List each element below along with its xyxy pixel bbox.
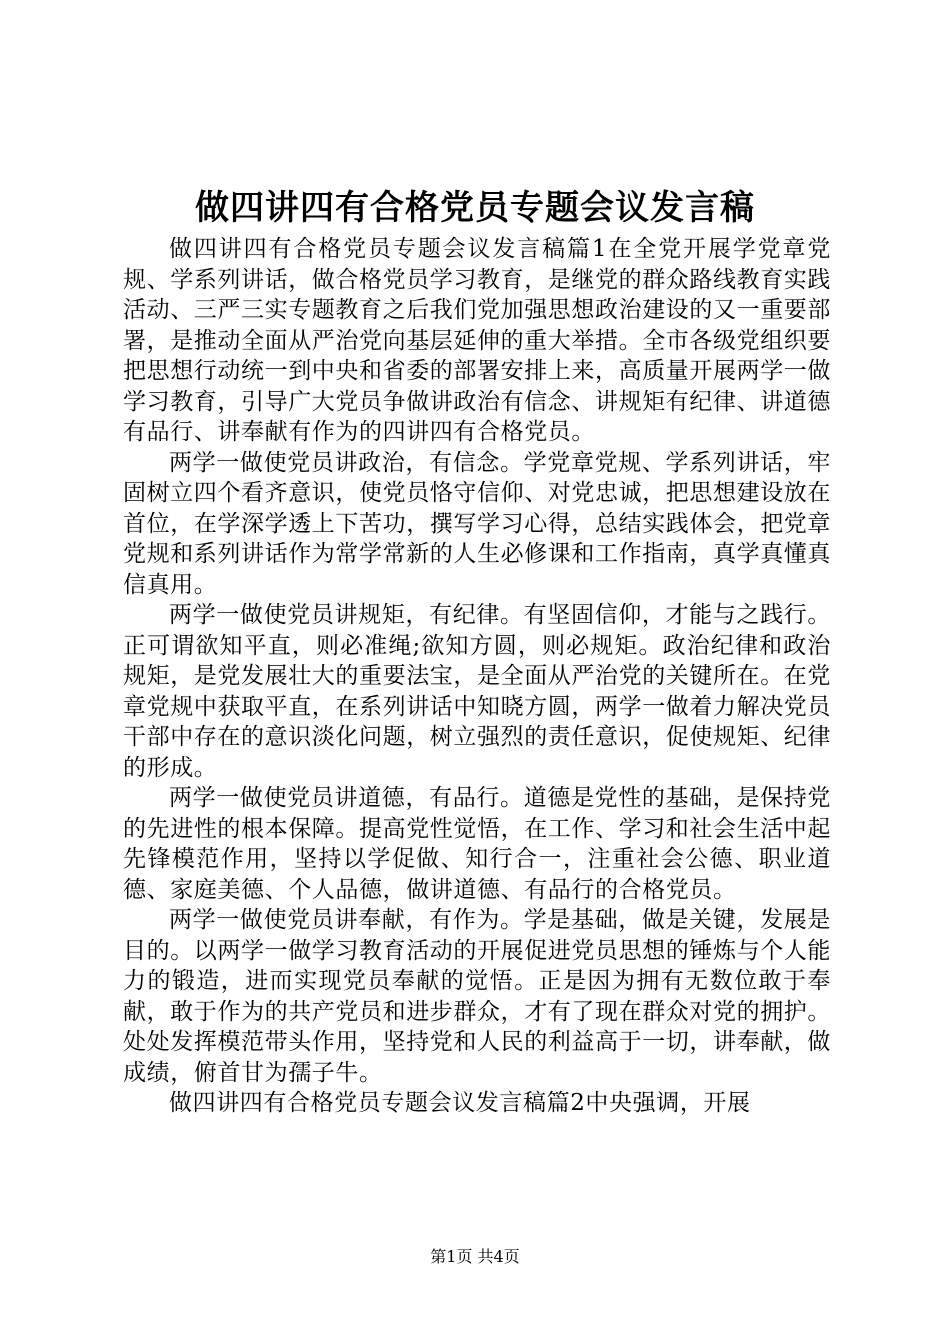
paragraph-1: 做四讲四有合格党员专题会议发言稿篇1在全党开展学党章党规、学系列讲话，做合格党员学习教育，是继党的群众路线教育实践活动、三严三实专题教育之后我们党加强思想政治建设的又一重要部署，是推动全面从严治党向基层延伸的重大举措。全市各级党组织要把思想行动统一到中央和省委的部署安排上来，高质量开展两学一做学习教育，引导广大党员争做讲政治有信念、讲规矩有纪律、讲道德有品行、讲奉献有作为的四讲四有合格党员。 <box>123 236 831 445</box>
document-title: 做四讲四有合格党员专题会议发言稿 <box>195 188 755 228</box>
paragraph-6: 做四讲四有合格党员专题会议发言稿篇2中央强调，开展 <box>169 1090 751 1116</box>
paragraph-5: 两学一做使党员讲奉献，有作为。学是基础，做是关键，发展是目的。以两学一做学习教育活动的开展促进党员思想的锤炼与个人能力的锻造，进而实现党员奉献的觉悟。正是因为拥有无数位敢于奉献，敢于作为的共产党员和进步群众，才有了现在群众对党的拥护。处处发挥模范带头作用，坚持党和人民的利益高于一切，讲奉献，做成绩，俯首甘为孺子牛。 <box>123 907 831 1086</box>
document-body <box>123 234 831 1119</box>
page-number-footer: 第1页 共4页 <box>430 1247 520 1266</box>
paragraph-3: 两学一做使党员讲规矩，有纪律。有坚固信仰，才能与之践行。正可谓欲知平直，则必准绳;欲知方圆，则必规矩。政治纪律和政治规矩，是党发展壮大的重要法宝，是全面从严治党的关键所在。在党章党规中获取平直，在系列讲话中知晓方圆，两学一做着力解决党员干部中存在的意识淡化问题，树立强烈的责任意识，促使规矩、纪律的形成。 <box>123 602 831 781</box>
paragraph-4: 两学一做使党员讲道德，有品行。道德是党性的基础，是保持党的先进性的根本保障。提高党性觉悟，在工作、学习和社会生活中起先锋模范作用，坚持以学促做、知行合一，注重社会公德、职业道德、家庭美德、个人品德，做讲道德、有品行的合格党员。 <box>123 785 831 903</box>
paragraph-2: 两学一做使党员讲政治，有信念。学党章党规、学系列讲话，牢固树立四个看齐意识，使党员恪守信仰、对党忠诚，把思想建设放在首位，在学深学透上下苦功，撰写学习心得，总结实践体会，把党章党规和系列讲话作为常学常新的人生必修课和工作指南，真学真懂真信真用。 <box>123 449 831 598</box>
